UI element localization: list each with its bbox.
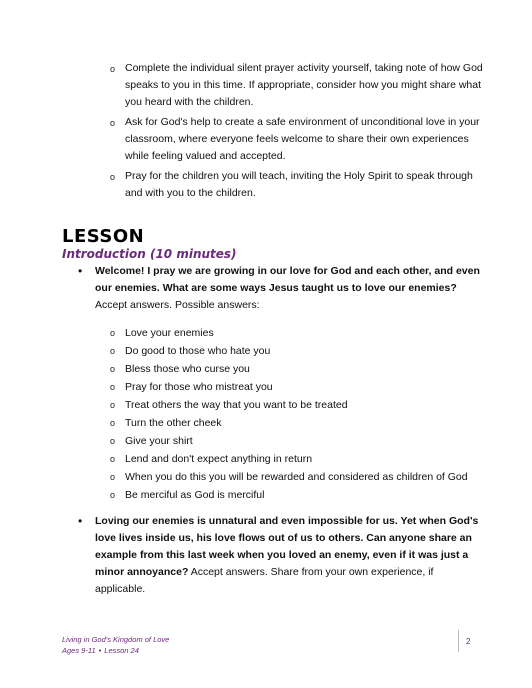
list-item: o Be merciful as God is merciful (125, 486, 475, 504)
footer-title: Living in God's Kingdom of Love (62, 635, 170, 644)
page-number: 2 (466, 637, 471, 646)
circle-bullet-icon: o (110, 346, 116, 356)
circle-bullet-icon: o (110, 64, 116, 74)
list-item: o When you do this you will be rewarded and considered as children of God (125, 468, 475, 486)
list-item: o Lend and don't expect anything in return (125, 450, 475, 468)
list-item: o Give your shirt (125, 432, 475, 450)
introduction-heading: Introduction (10 minutes) (62, 247, 237, 261)
circle-bullet-icon: o (110, 400, 116, 410)
list-item: o Do good to those who hate you (125, 342, 475, 360)
circle-bullet-icon: o (110, 490, 116, 500)
circle-bullet-icon: o (110, 454, 116, 464)
possible-answers-list (110, 324, 475, 504)
lesson-heading: LESSON (62, 226, 145, 247)
circle-bullet-icon: o (110, 172, 116, 182)
footer-divider (458, 630, 459, 652)
circle-bullet-icon: o (110, 436, 116, 446)
list-item: o Pray for those who mistreat you (125, 378, 475, 396)
circle-bullet-icon: o (110, 382, 116, 392)
list-item: o Treat others the way that you want to be treated (125, 396, 475, 414)
list-item: o Pray for the children you will teach, inviting the Holy Spirit to speak through and with you to the children. (110, 170, 473, 199)
preparation-list (110, 60, 485, 205)
welcome-paragraph: • Welcome! I pray we are growing in our love for God and each other, and even our enemies. What are some ways Jesus taught us to love our enemies? Accept answers. Possible answers: (78, 264, 480, 311)
circle-bullet-icon: o (110, 118, 116, 128)
circle-bullet-icon: o (110, 328, 116, 338)
bullet-separator-icon: • (98, 646, 102, 655)
list-item: o Complete the individual silent prayer activity yourself, taking note of how God speaks to you in this time. If appropriate, consider how you might share what you heard with the children. (110, 62, 483, 108)
footer (62, 634, 169, 656)
footer-subtitle: Ages 9-11 • Lesson 24 (62, 646, 139, 655)
circle-bullet-icon: o (110, 418, 116, 428)
circle-bullet-icon: o (110, 472, 116, 482)
list-item: o Bless those who curse you (125, 360, 475, 378)
bullet-icon: • (78, 514, 83, 528)
bullet-icon: • (78, 264, 83, 278)
list-item: o Love your enemies (125, 324, 475, 342)
circle-bullet-icon: o (110, 364, 116, 374)
list-item: o Turn the other cheek (125, 414, 475, 432)
loving-enemies-paragraph: • Loving our enemies is unnatural and even impossible for us. Yet when God's love lives inside us, his love flows out of us to others. Can anyone share an example from this last week when you loved an enemy, even if it was just a minor annoyance? Accept answers. Share from your own experience, if applicable. (78, 514, 479, 595)
list-item: o Ask for God's help to create a safe environment of unconditional love in your classroom, where everyone feels welcome to share their own experiences while feeling valued and accepted. (110, 116, 480, 162)
